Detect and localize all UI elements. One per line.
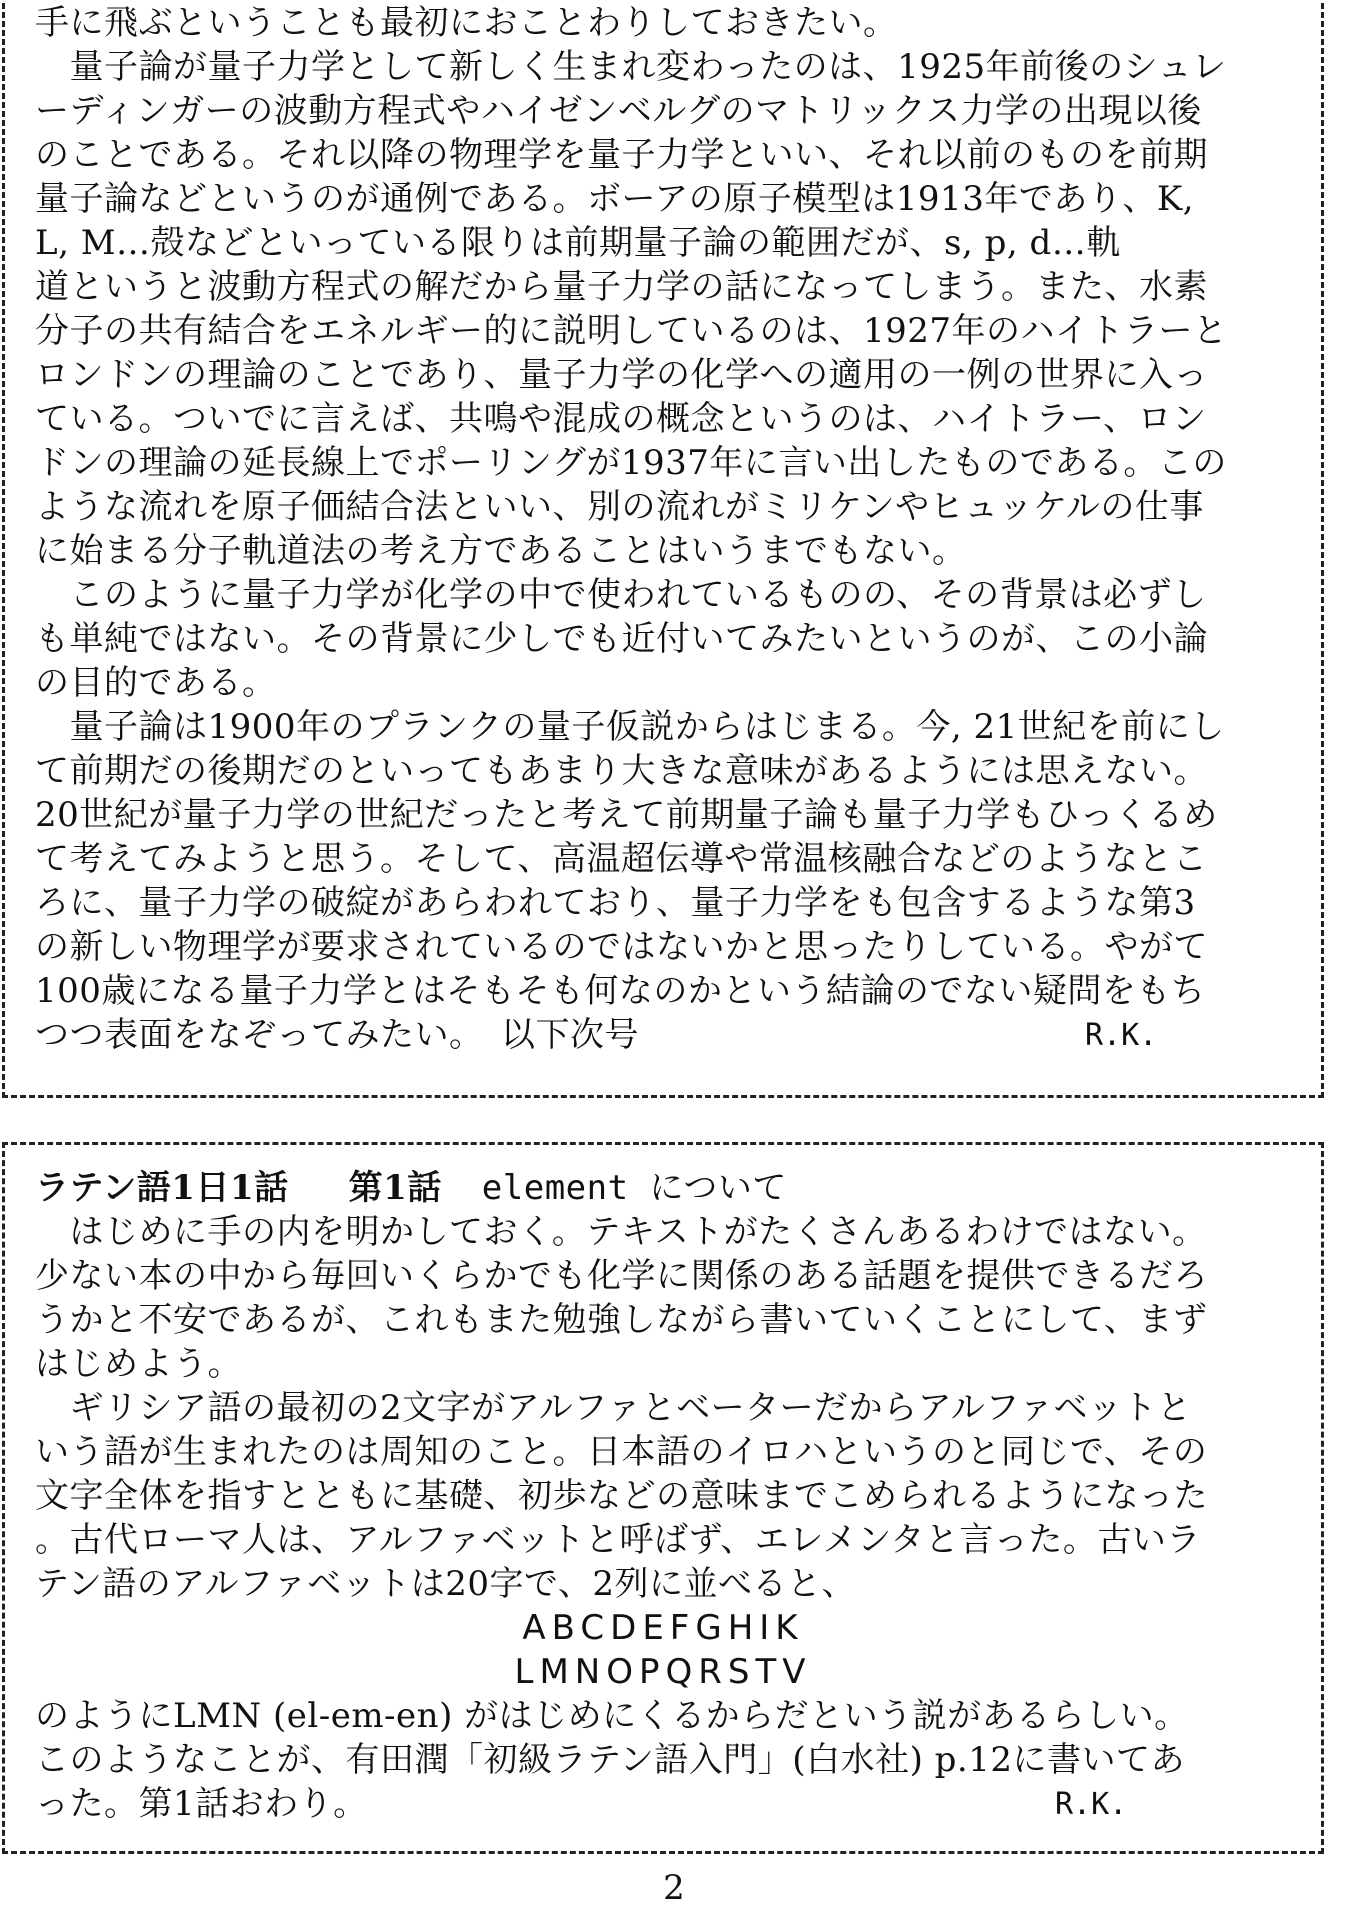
text-line: のようにLMN (el-em-en) がはじめにくるからだという説があるらしい。 <box>35 1696 1189 1736</box>
text-line: った。第1話おわり。 <box>35 1784 368 1824</box>
author-signature: R.K. <box>1055 1787 1128 1822</box>
text-line: テン語のアルファベットは20字で、2列に並べると、 <box>35 1564 856 1604</box>
text-line: 。古代ローマ人は、アルファベットと呼ばず、エレメンタと言った。古いラ <box>35 1520 1201 1560</box>
series-title: ラテン語1日1話 <box>35 1168 289 1208</box>
text-line: て考えてみようと思う。そして、高温超伝導や常温核融合などのようなとこ <box>35 839 1208 879</box>
text-line: ている。ついでに言えば、共鳴や混成の概念というのは、ハイトラー、ロン <box>35 399 1207 439</box>
author-signature: R.K. <box>1085 1018 1158 1053</box>
text-line: 量子論が量子力学として新しく生まれ変わったのは、1925年前後のシュレ <box>35 47 1227 87</box>
text-line: このように量子力学が化学の中で使われているものの、その背景は必ずし <box>35 575 1207 615</box>
text-line: 100歳になる量子力学とはそもそも何なのかという結論のでない疑問をもち <box>35 971 1206 1011</box>
text-line: ロンドンの理論のことであり、量子力学の化学への適用の一例の世界に入っ <box>35 355 1208 395</box>
episode-label: 第1話 <box>348 1168 442 1208</box>
text-line: 20世紀が量子力学の世紀だったと考えて前期量子論も量子力学もひっくるめ <box>35 795 1218 835</box>
text-line: 文字全体を指すとともに基礎、初歩などの意味までこめられるようになった <box>35 1476 1208 1516</box>
text-line: このようなことが、有田潤「初級ラテン語入門」(白水社) p.12に書いてあ <box>35 1740 1185 1780</box>
page-number: 2 <box>663 1868 685 1908</box>
text-line: ような流れを原子価結合法といい、別の流れがミリケンやヒュッケルの仕事 <box>35 487 1204 527</box>
text-line: 量子論は1900年のプランクの量子仮説からはじまる。今, 21世紀を前にし <box>35 707 1225 747</box>
text-line: ドンの理論の延長線上でポーリングが1937年に言い出したものである。この <box>35 443 1227 483</box>
text-line: 分子の共有結合をエネルギー的に説明しているのは、1927年のハイトラーと <box>35 311 1228 351</box>
text-line: 手に飛ぶということも最初におことわりしておきたい。 <box>35 3 898 43</box>
episode-topic: element について <box>481 1168 787 1208</box>
article-box-latin <box>2 1142 1324 1854</box>
text-line: て前期だの後期だのといってもあまり大きな意味があるようには思えない。 <box>35 751 1208 791</box>
latin-alphabet-row-2: LMNOPQRSTV <box>514 1652 812 1692</box>
text-line: はじめに手の内を明かしておく。テキストがたくさんあるわけではない。 <box>35 1212 1207 1252</box>
article-box-quantum <box>2 0 1324 1098</box>
text-line: ろに、量子力学の破綻があらわれており、量子力学をも包含するような第3 <box>35 883 1196 923</box>
text-line: いう語が生まれたのは周知のこと。日本語のイロハというのと同じで、その <box>35 1432 1208 1472</box>
text-line: ーディンガーの波動方程式やハイゼンベルグのマトリックス力学の出現以後 <box>35 91 1202 131</box>
text-line: に始まる分子軌道法の考え方であることはいうまでもない。 <box>35 531 967 571</box>
text-line: うかと不安であるが、これもまた勉強しながら書いていくことにして、まず <box>35 1300 1208 1340</box>
text-line: の新しい物理学が要求されているのではないかと思ったりしている。やがて <box>35 927 1208 967</box>
text-line: 道というと波動方程式の解だから量子力学の話になってしまう。また、水素 <box>35 267 1208 307</box>
text-line: も単純ではない。その背景に少しでも近付いてみたいというのが、この小論 <box>35 619 1208 659</box>
text-line: L, M…殻などといっている限りは前期量子論の範囲だが、s, p, d…軌 <box>35 223 1121 263</box>
text-line: はじめよう。 <box>35 1344 242 1384</box>
text-line: つつ表面をなぞってみたい。 以下次号 <box>35 1015 639 1055</box>
article-title <box>35 1167 1307 1209</box>
text-line: のことである。それ以降の物理学を量子力学といい、それ以前のものを前期 <box>35 135 1208 175</box>
text-line: 少ない本の中から毎回いくらかでも化学に関係のある話題を提供できるだろ <box>35 1256 1208 1296</box>
text-line: ギリシア語の最初の2文字がアルファとベーターだからアルファベットと <box>35 1388 1192 1428</box>
text-line: の目的である。 <box>35 663 277 703</box>
text-line: 量子論などというのが通例である。ボーアの原子模型は1913年であり、K, <box>35 179 1195 219</box>
latin-alphabet-row-1: ABCDEFGHIK <box>522 1608 804 1648</box>
